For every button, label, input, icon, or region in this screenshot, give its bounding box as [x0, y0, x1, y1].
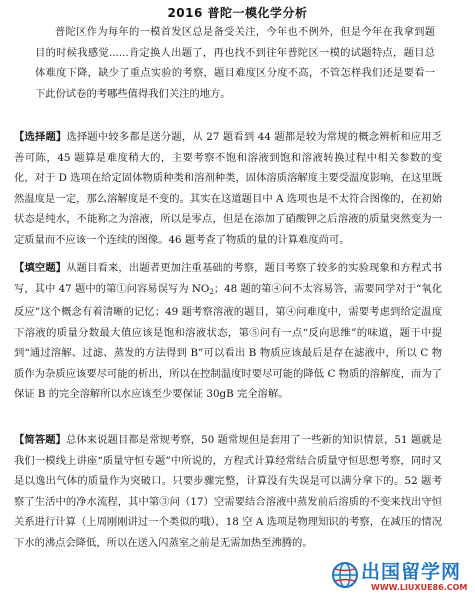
fill-section-subscript: 2 — [209, 287, 214, 296]
watermark-brand-text: 出国留学网 — [361, 561, 462, 583]
watermark-url: WWW.LIUXUE86.COM — [371, 583, 468, 592]
fill-section-text-b: ；48 题的第④问不太容易答，需要同学对于“氧化反应”这个概念有着清晰的记忆；49 题考察溶液的题目，第④问难度中，需要考虑到给定温度下溶液的质量分数最大值应该是饱和溶液状态，第⑤问有一点“反向思维”的味道，题干中提到“通过溶解、过滤、蒸发的方法得到 B”可以看出 B 物质应该最后是存在滤液中，所以 C 物质作为杂质应该要尽可能的析出，所以在控制温度时要尽可能的降低 C 物质的溶解度，而为了保证 B 的完全溶解所以水应该至少要保证 30gB 完全溶解。 — [14, 282, 442, 400]
short-answer-section-text: 总体来说题目都是常规考察，50 题常规但是套用了一些新的知识情景，51 题就是我们一模线上讲座“质量守恒专题”中所说的，方程式计算经常结合质量守恒思想考察，同时又是以逸出气体的质量作为突破口。只要步骤完整，计算没有失误是可以满分拿下的。52 题考察了生活中的净水流程，其中第③问（17）空需要结合溶液中蒸发前后溶质的不变来找出守恒关系进行计算（上周刚刚讲过一个类似的哦），18 空 A 选项是物理知识的考察，在减压的情况下水的沸点会降低，所以在送入闪蒸室之前是无需加热至沸腾的。 — [14, 434, 443, 549]
choice-section — [14, 127, 442, 250]
globe-icon — [331, 561, 359, 589]
short-answer-section — [14, 430, 442, 553]
document-title: 2016 普陀一模化学分析 — [167, 6, 308, 20]
intro-paragraph: 普陀区作为每年的一模首发区总是备受关注，今年也不例外，但是今年在我拿到题目的时候我感觉......肯定换人出题了，再也找不到往年普陀区一模的试题特点，题目总体难度下降，缺少了重点实验的考察，题目难度区分度不高，不管怎样我们还是要看一下此份试卷的考哪些值得我们关注的地方。 — [35, 26, 435, 100]
short-answer-section-tag: 【简答题】 — [14, 434, 66, 446]
fill-section — [14, 258, 442, 405]
fill-section-tag: 【填空题】 — [14, 262, 67, 274]
choice-section-tag: 【选择题】 — [14, 131, 67, 143]
fill-section-text-a: 从题目看来，出题者更加注重基础的考察，题目考察了较多的实验现象和方程式书写，其中 47 题中的第①问容易误写为 NO — [14, 262, 443, 295]
site-watermark — [331, 557, 471, 601]
choice-section-text: 选择题中较多都是送分题，从 27 题看到 44 题都是较为常规的概念辨析和应用乏善可陈，45 题算是难度稍大的，主要考察不饱和溶液到饱和溶液转换过程中相关参数的变化，对于 D 选项在给定固体物质种类和溶剂种类，固体溶质溶解度主要受温度影响，在这里既然温度是一定，那么溶解度是不变的。其实在这道题目中 A 选项也是不太符合图像的，在初始状态是纯水，不能称之为溶液，所以是零点，但是在添加了硝酸钾之后溶液的质量突然变为一定质量而不应该一个连续的图像。46 题考查了物质的量的计算难度尚可。 — [14, 131, 443, 246]
